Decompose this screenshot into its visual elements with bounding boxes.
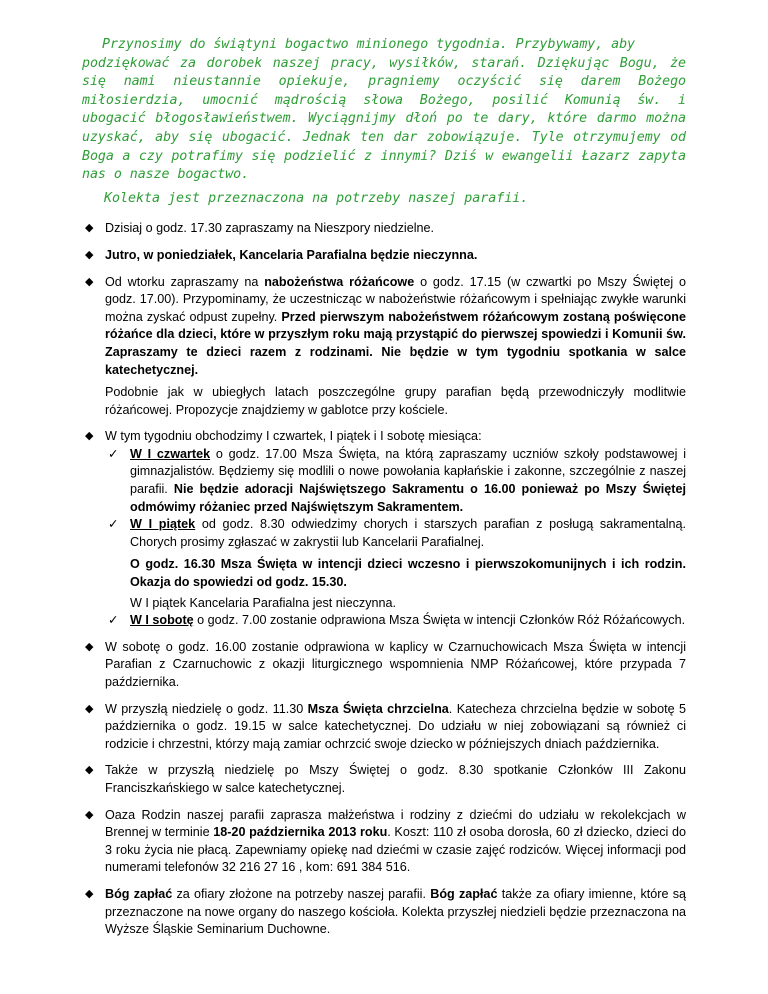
notice-text: o godz. 17.15 (w czwartki po Mszy Świętej o godz. 17.00). Przypominamy, że uczestnicząc w nabożeństwie różańcowym i spełniając zwykłe warunki można zyskać odpust zupełny. [105,274,686,324]
item-text: od godz. 8.30 odwiedzimy chorych i starszych parafian z posługą sakramentalną. Chorych prosimy zgłaszać w zakrystii lub Kancelarii Parafialnej. [130,517,686,549]
notice-text: Od wtorku zapraszamy na [105,274,265,289]
rosary-groups-paragraph: Podobnie jak w ubiegłych latach poszczególne grupy parafian będą przewodniczyły modlitwie różańcowej. Propozycje znajdziemy w gablotce przy kościele. [105,385,686,417]
notice-franciscan [82,762,686,797]
item-text: o godz. 17.00 Msza Święta, na którą zapraszamy uczniów szkoły podstawowej i gimnazjalistów. Będziemy się modlili o nowe powołania kapłańskie i zakonne, szczególnie z naszej parafii. [130,446,686,497]
first-friday-item [105,516,686,612]
diamond-bullet-icon: ◆ [85,430,94,443]
notice-vespers [82,220,686,238]
item-bold-text: Nie będzie adoracji Najświętszego Sakramentu o 16.00 ponieważ po Mszy Świętej odmówimy różaniec przed Najświętszym Sakramentem. [130,482,686,514]
first-thursday-item [105,446,686,516]
collection-note: Kolekta jest przeznaczona na potrzeby naszej parafii. [104,190,529,206]
notice-retreat [82,807,686,877]
notice-rosary [82,274,686,420]
diamond-bullet-icon: ◆ [85,702,94,715]
first-saturday-heading: W I sobotę [130,613,194,628]
diamond-bullet-icon: ◆ [85,275,94,288]
intro-text: podziękować za dorobek naszej pracy, wysiłków, starań. Dziękując Bogu, że się nami nieustannie opiekuje, pragniemy oczyścić się darem Bożego miłosierdzia, umocnić mądrością słowa Bożego, posilić Komunią św. i ubogacić błogosławieństwem. Wyciągnijmy dłoń po te dary, które darmo można uzyskać, aby się ubogacić. Jednak ten dar zobowiązuje. Tyle otrzymujemy od Boga a czy potrafimy się podzielić z innymi? Dziś w ewangelii Łazarz zapyta nas o nasze bogactwo. [82,55,686,183]
first-days-list [105,446,686,630]
thanks-bold: Bóg zapłać [105,886,173,901]
notice-text: W tym tygodniu obchodzimy I czwartek, I piątek i I sobotę miesiąca: [105,429,482,444]
intro-first-line: Przynosimy do świątyni bogactwo minionego tygodnia. Przybywamy, aby [102,37,636,52]
notice-baptism [82,701,686,754]
notice-text: za ofiary złożone na potrzeby naszej parafii. [172,886,431,901]
diamond-bullet-icon: ◆ [85,887,94,900]
checkmark-icon: ✓ [108,446,119,461]
notice-text: Jutro, w poniedziałek, Kancelaria Parafialna będzie nieczynna. [105,247,478,262]
checkmark-icon: ✓ [108,613,119,628]
item-text: o godz. 7.00 zostanie odprawiona Msza Święta w intencji Członków Róż Różańcowych. [193,613,686,628]
announcements-page [82,36,686,948]
notice-office-closed [82,247,686,265]
notice-text: . Katecheza chrzcielna będzie w sobotę 5 października o godz. 19.15 w salce katechetycznej. Do udziału w niej zobowiązani są również ci rodzicie i chrzestni, którzy mają zamiar ochrzcić swoje dziecko w późniejszych dniach października. [105,701,686,751]
notice-thanks [82,886,686,939]
retreat-dates: 18-20 października 2013 roku [213,825,388,840]
notices-list [82,220,686,938]
first-thursday-heading: W I czwartek [130,446,211,461]
notice-text: Oaza Rodzin naszej parafii zaprasza małżeństwa i rodziny z dziećmi do udziału w rekolekcjach w Brennej w terminie [105,807,686,840]
notice-text: W przyszłą niedzielę o godz. 11.30 [105,701,308,716]
notice-text: Także w przyszłą niedzielę po Mszy Świętej o godz. 8.30 spotkanie Członków III Zakonu Franciszkańskiego w salce katechetycznej. [105,763,686,795]
rosary-blessing-bold: Przed pierwszym nabożeństwem różańcowym zostaną poświęcone różańce dla dzieci, które w przyszłym roku mają przystąpić do pierwszej spowiedzi i Komunii św. Zapraszamy te dzieci razem z rodzinami. Nie będzie w tym tygodniu spotkania w salce katechetycznej. [105,309,686,377]
diamond-bullet-icon: ◆ [85,764,94,777]
rosary-highlight: nabożeństwa różańcowe [264,274,415,289]
first-friday-heading: W I piątek [130,517,196,532]
diamond-bullet-icon: ◆ [85,808,94,821]
diamond-bullet-icon: ◆ [85,248,94,261]
baptism-highlight: Msza Święta chrzcielna [307,701,449,716]
notice-text: . Koszt: 110 zł osoba dorosła, 60 zł dziecko, dzieci do 3 roku życia nie płacą. Zapewniamy opiekę nad dziećmi w czasie zajęć rodziców. Więcej informacji pod numerami telefonów 32 216 27 16 , kom: 691 384 516. [105,825,687,875]
notice-first-days [82,428,686,630]
intro-paragraph [82,36,686,185]
friday-mass-bold: O godz. 16.30 Msza Święta w intencji dzieci wczesno i pierwszokomunijnych i ich rodzin. Okazja do spowiedzi od godz. 15.30. [130,557,686,590]
notice-text: także za ofiary imienne, które są przeznaczone na nowe organy do naszego kościoła. Kolekta przyszłej niedzieli będzie przeznaczona na Wyższe Śląskie Seminarium Duchowne. [105,886,687,937]
notice-text: W sobotę o godz. 16.00 zostanie odprawiona w kaplicy w Czarnuchowicach Msza Święta w intencji Parafian z Czarnuchowic z okazji liturgicznego wspomnienia NMP Różańcowej, które przypada 7 października. [105,639,686,689]
diamond-bullet-icon: ◆ [85,222,94,235]
notice-chapel-mass [82,639,686,692]
thanks-bold: Bóg zapłać [430,886,498,901]
friday-office-note: W I piątek Kancelaria Parafialna jest nieczynna. [130,595,397,610]
checkmark-icon: ✓ [108,517,119,532]
diamond-bullet-icon: ◆ [85,640,94,653]
first-saturday-item [105,612,686,630]
notice-text: Dzisiaj o godz. 17.30 zapraszamy na Nieszpory niedzielne. [105,221,435,236]
